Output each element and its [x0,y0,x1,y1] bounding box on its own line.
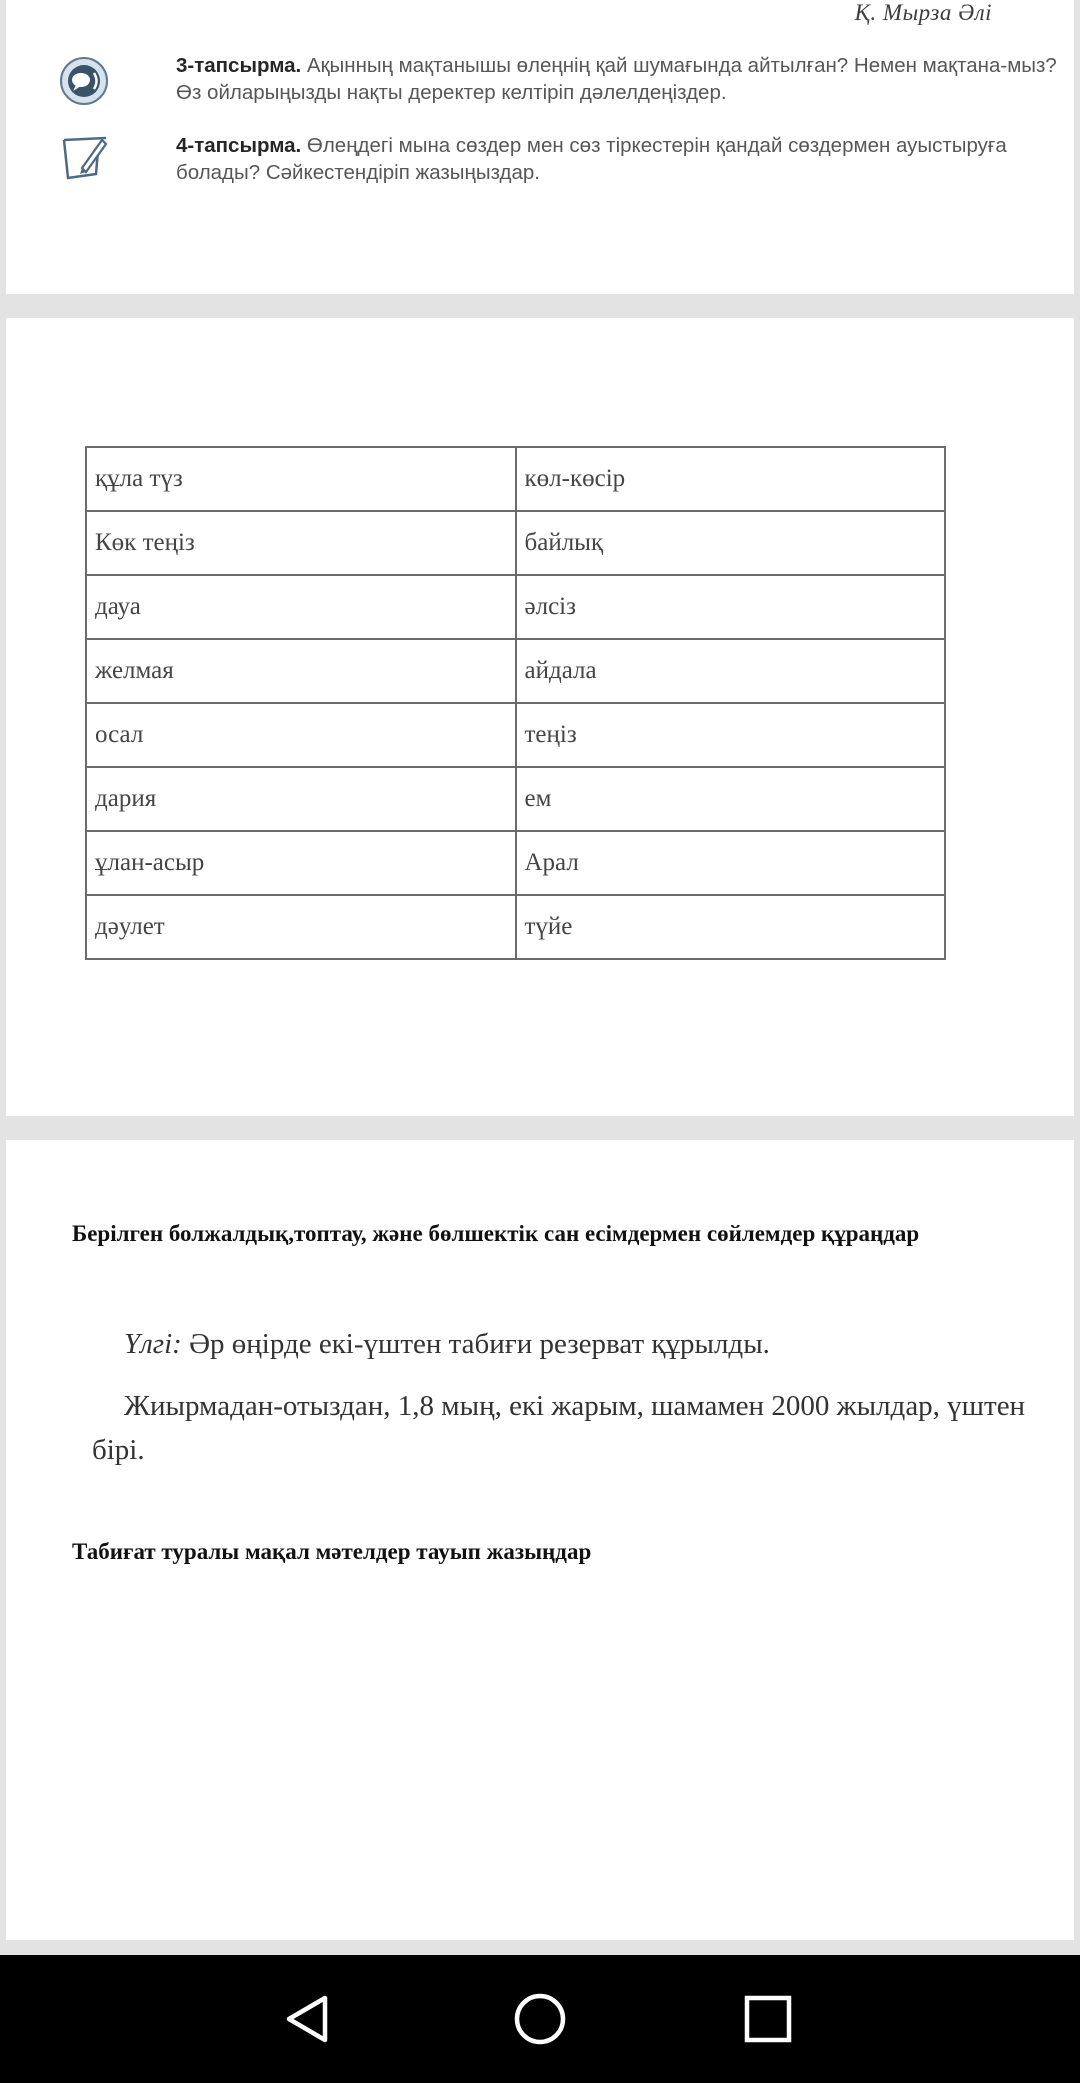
table-cell: ұлан-асыр [86,831,516,895]
table-row [86,639,945,703]
sample-label: Үлгі: [124,1328,182,1360]
table-cell: теңіз [516,703,946,767]
table-row [86,831,945,895]
back-triangle-icon [281,1992,335,2046]
table-cell: дәулет [86,895,516,959]
sample-text: Әр өңірде екі-үштен табиғи резерват құрылды. [181,1328,770,1360]
textbook-page-top [6,0,1074,294]
table-cell: айдала [516,639,946,703]
task-3-label: 3-тапсырма. [176,54,302,77]
table-cell: Арал [516,831,946,895]
word-matching-table [85,446,946,960]
pencil-note-icon [58,134,112,186]
table-cell: Көк теңіз [86,511,516,575]
table-row [86,895,945,959]
table-cell: байлық [516,511,946,575]
table-cell: ем [516,767,946,831]
home-button[interactable] [480,1955,600,2083]
task-4-label: 4-тапсырма. [176,134,302,157]
table-cell: құла түз [86,447,516,511]
numbers-list: Жиырмадан-отыздан, 1,8 мың, екі жарым, шамамен 2000 жылдар, үштен бірі. [92,1390,1026,1466]
task-3-body: Ақынның мақтанышы өлеңнің қай шумағында айтылған? Немен мақтана-мыз? Өз ойларыңызды нақты деректер келтіріп дәлелдеңіздер. [176,54,1057,104]
table-row [86,767,945,831]
speech-bubble-icon [58,54,112,106]
back-button[interactable] [248,1955,368,2083]
exercise-page [6,1140,1074,1940]
table-cell: желмая [86,639,516,703]
table-cell: дария [86,767,516,831]
table-row [86,447,945,511]
instruction-numerals: Берілген болжалдық,топтау, және бөлшектік сан есімдермен сөйлемдер құраңдар [72,1221,920,1246]
android-navigation-bar [0,1955,1080,2083]
table-page [6,318,1074,1116]
table-cell: дауа [86,575,516,639]
table-cell: әлсіз [516,575,946,639]
task-4-text [176,132,1076,186]
task-4-body: Өлеңдегі мына сөздер мен сөз тіркестерін қандай сөздермен ауыстыруға болады? Сәйкестендіріп жазыңыздар. [176,134,1007,184]
sample-sentence [92,1322,1032,1366]
table-row [86,575,945,639]
author-name: Қ. Мырза Әлі [854,0,992,25]
recent-apps-square-icon [742,1993,794,2045]
task-3-text [176,52,1076,106]
instruction-proverbs: Табиғат туралы мақал мәтелдер тауып жазыңдар [72,1539,592,1564]
home-circle-icon [511,1990,569,2048]
table-cell: түйе [516,895,946,959]
table-cell: осал [86,703,516,767]
table-row [86,511,945,575]
table-row [86,703,945,767]
table-cell: көл-көсір [516,447,946,511]
recent-apps-button[interactable] [708,1955,828,2083]
